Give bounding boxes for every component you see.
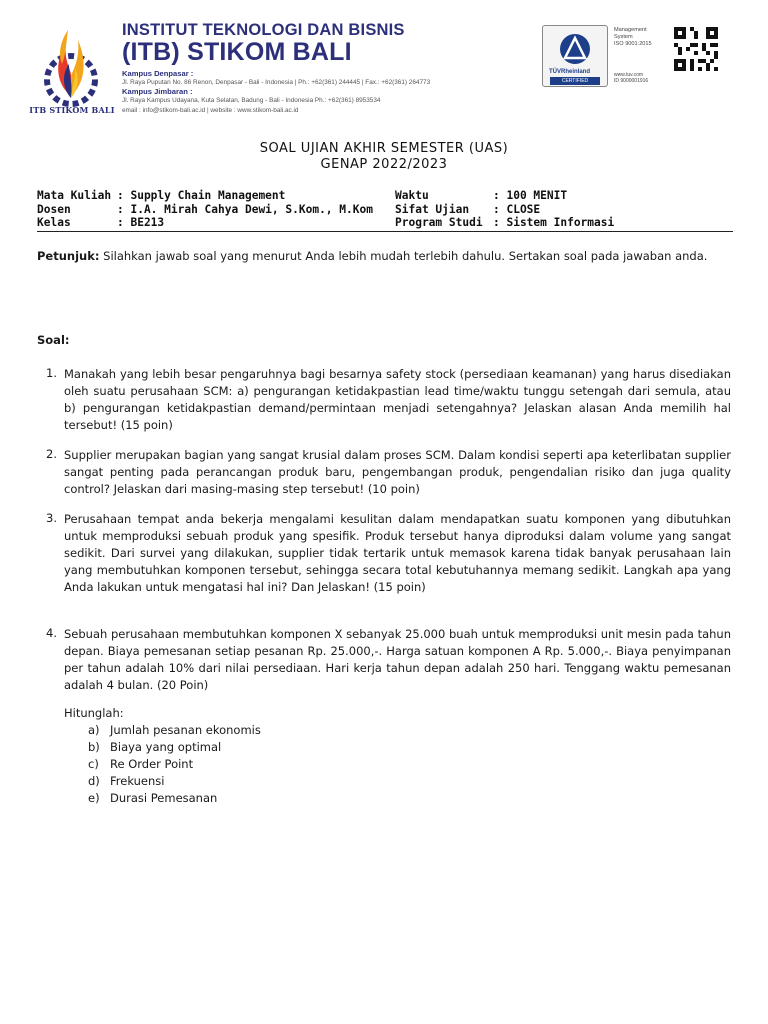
calc-item-letter: a) [88, 723, 100, 737]
question-number: 1. [46, 366, 57, 380]
calc-item-text: Jumlah pesanan ekonomis [110, 723, 261, 737]
tuv-triangle-icon [557, 32, 593, 66]
calc-item-letter: c) [88, 757, 99, 771]
calc-item-letter: d) [88, 774, 100, 788]
stikom-flame-logo-icon [26, 14, 116, 118]
question-text: Sebuah perusahaan membutuhkan komponen X sebanyak 25.000 buah untuk memproduksi unit mesin pada tahun depan. Biaya pemesanan setiap pesanan Rp. 25.000,-. Harga satuan komponen A Rp. 5.000,-. Biaya penyimpanan per tahun adalah 10% dari nilai persediaan. Hari kerja tahun depan adalah 250 hari. Tenggang waktu pemesanan adalah 4 bulan. (20 Poin) [64, 627, 731, 692]
calc-item-letter: b) [88, 740, 100, 754]
exam-nature-label: Sifat Ujian [395, 203, 470, 216]
institution-short-name: (ITB) STIKOM BALI [122, 38, 352, 66]
program-label: Program Studi [395, 216, 483, 229]
calc-item-letter: e) [88, 791, 100, 805]
question-text: Manakah yang lebih besar pengaruhnya bagi besarnya safety stock (persediaan keamanan) yang harus disediakan oleh suatu perusahaan SCM: a) pengurangan ketidakpastian lead time/waktu tunggu setengah dari semula, atau b) pengurangan ketidakpastian demand/permintaan menjadi setengahnya? Jelaskan alasan Anda memilih hal tersebut! (15 poin) [64, 367, 731, 432]
class-value: : BE213 [117, 216, 165, 229]
time-value: : 100 MENIT [493, 189, 568, 202]
instructions-label: Petunjuk: [37, 249, 100, 263]
course-label: Mata Kuliah [37, 189, 112, 202]
calc-item-text: Biaya yang optimal [110, 740, 222, 754]
instructions-text: Silahkan jawab soal yang menurut Anda lebih mudah terlebih dahulu. Sertakan soal pada jawaban anda. [99, 249, 708, 263]
institution-name: INSTITUT TEKNOLOGI DAN BISNIS [122, 21, 405, 39]
question-number: 3. [46, 511, 57, 525]
management-system-text: Management System ISO 9001:2015 [614, 27, 652, 47]
exam-title: SOAL UJIAN AKHIR SEMESTER (UAS) [259, 141, 509, 156]
campus-denpasar-label: Kampus Denpasar : [122, 69, 194, 78]
header-divider [37, 231, 733, 232]
logo-caption: ITB STIKOM BALI [29, 105, 115, 115]
lecturer-value: : I.A. Mirah Cahya Dewi, S.Kom., M.Kom [117, 203, 373, 216]
contact-line: email : info@stikom-bali.ac.id | website : www.stikom-bali.ac.id [122, 107, 299, 114]
class-label: Kelas [37, 216, 71, 229]
tuv-url: www.tuv.com ID 9000001916 [614, 72, 649, 84]
calc-label: Hitunglah: [64, 706, 124, 720]
calc-item-text: Frekuensi [110, 774, 165, 788]
course-value: : Supply Chain Management [117, 189, 286, 202]
questions-heading: Soal: [37, 333, 70, 347]
letterhead [0, 0, 768, 128]
exam-semester: GENAP 2022/2023 [320, 157, 448, 172]
calc-item-text: Durasi Pemesanan [110, 791, 218, 805]
question-number: 2. [46, 447, 57, 461]
qr-code-icon [674, 27, 718, 71]
tuv-label: TÜVRheinland [549, 69, 591, 75]
program-value: : Sistem Informasi [493, 216, 615, 229]
certified-label: CERTIFIED [550, 77, 600, 85]
time-label: Waktu [395, 189, 429, 202]
question-text: Perusahaan tempat anda bekerja mengalami kesulitan dalam mendapatkan suatu komponen yang dibutuhkan untuk memproduksi sebuah produk yang spesifik. Produk tersebut hanya diproduksi dalam volume yang sangat sedikit. Dari survei yang dilakukan, supplier tidak tertarik untuk memasok karena tidak banyak perusahaan lain yang membutuhkan komponen tersebut, sehingga secara total kebutuhannya memang sedikit. Langkah apa yang Anda lakukan untuk mengatasi hal ini? Dan Jelaskan! (15 poin) [64, 512, 731, 594]
exam-nature-value: : CLOSE [493, 203, 541, 216]
question-number: 4. [46, 626, 57, 640]
calc-item-text: Re Order Point [110, 757, 194, 771]
tuv-badge [542, 25, 608, 87]
campus-denpasar-address: Jl. Raya Puputan No. 86 Renon, Denpasar - Bali - Indonesia | Ph.: +62(361) 244445 | Fax.: +62(361) 264773 [122, 79, 431, 86]
campus-jimbaran-address: Jl. Raya Kampus Udayana, Kuta Selatan, Badung - Bali - Indonesia Ph.: +62(361) 8953534 [122, 97, 381, 104]
question-text: Supplier merupakan bagian yang sangat krusial dalam proses SCM. Dalam kondisi seperti apa keterlibatan supplier sangat penting pada perancangan produk baru, pengembangan produk, pengendalian risiko dan juga quality control? Jelaskan dari masing-masing step tersebut! (10 poin) [64, 448, 731, 496]
lecturer-label: Dosen [37, 203, 71, 216]
campus-jimbaran-label: Kampus Jimbaran : [122, 87, 193, 96]
instructions [37, 248, 727, 265]
iso-certification [542, 25, 719, 87]
